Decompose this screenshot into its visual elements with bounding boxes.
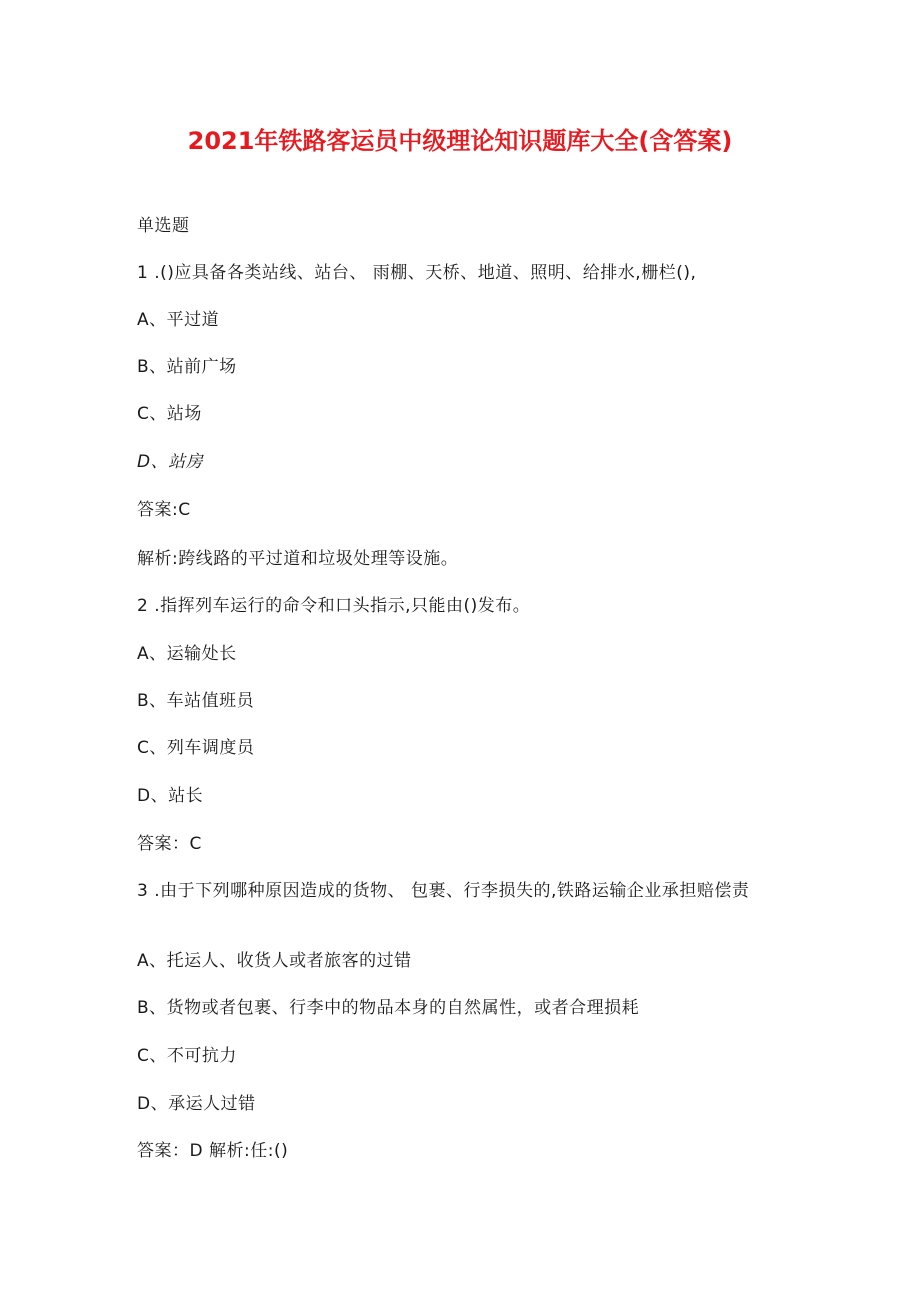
question-3-option-a: A、托运人、收货人或者旅客的过错 bbox=[137, 951, 412, 971]
question-2-option-d: D、站长 bbox=[137, 786, 204, 806]
question-2-answer: 答案：C bbox=[137, 834, 202, 854]
question-3-option-c: C、不可抗力 bbox=[137, 1046, 237, 1066]
question-1-answer: 答案:C bbox=[137, 500, 191, 520]
question-3-option-b: B、货物或者包裹、行李中的物品本身的自然属性，或者合理损耗 bbox=[137, 998, 640, 1018]
question-3-option-d: D、承运人过错 bbox=[137, 1094, 256, 1114]
question-1-option-a: A、平过道 bbox=[137, 310, 220, 330]
question-3-answer: 答案：D 解析:任:() bbox=[137, 1141, 289, 1161]
question-2-stem: 2 .指挥列车运行的命令和口头指示,只能由()发布。 bbox=[137, 596, 531, 616]
question-3-stem: 3 .由于下列哪种原因造成的货物、 包裹、行李损失的,铁路运输企业承担赔偿责 bbox=[137, 881, 750, 901]
question-1-option-b: B、站前广场 bbox=[137, 357, 237, 377]
question-1-analysis: 解析:跨线路的平过道和垃圾处理等设施。 bbox=[137, 549, 459, 569]
document-title: 2021年铁路客运员中级理论知识题库大全(含答案) bbox=[187, 127, 733, 155]
section-heading: 单选题 bbox=[137, 216, 190, 236]
question-2-option-b: B、车站值班员 bbox=[137, 691, 255, 711]
question-2-option-a: A、运输处长 bbox=[137, 644, 237, 664]
question-1-option-d: D、站房 bbox=[137, 452, 204, 472]
question-1-option-c: C、站场 bbox=[137, 404, 202, 424]
question-2-option-c: C、列车调度员 bbox=[137, 738, 255, 758]
question-1-stem: 1 .()应具备各类站线、站台、 雨棚、天桥、地道、照明、给排水,栅栏(), bbox=[137, 263, 697, 283]
